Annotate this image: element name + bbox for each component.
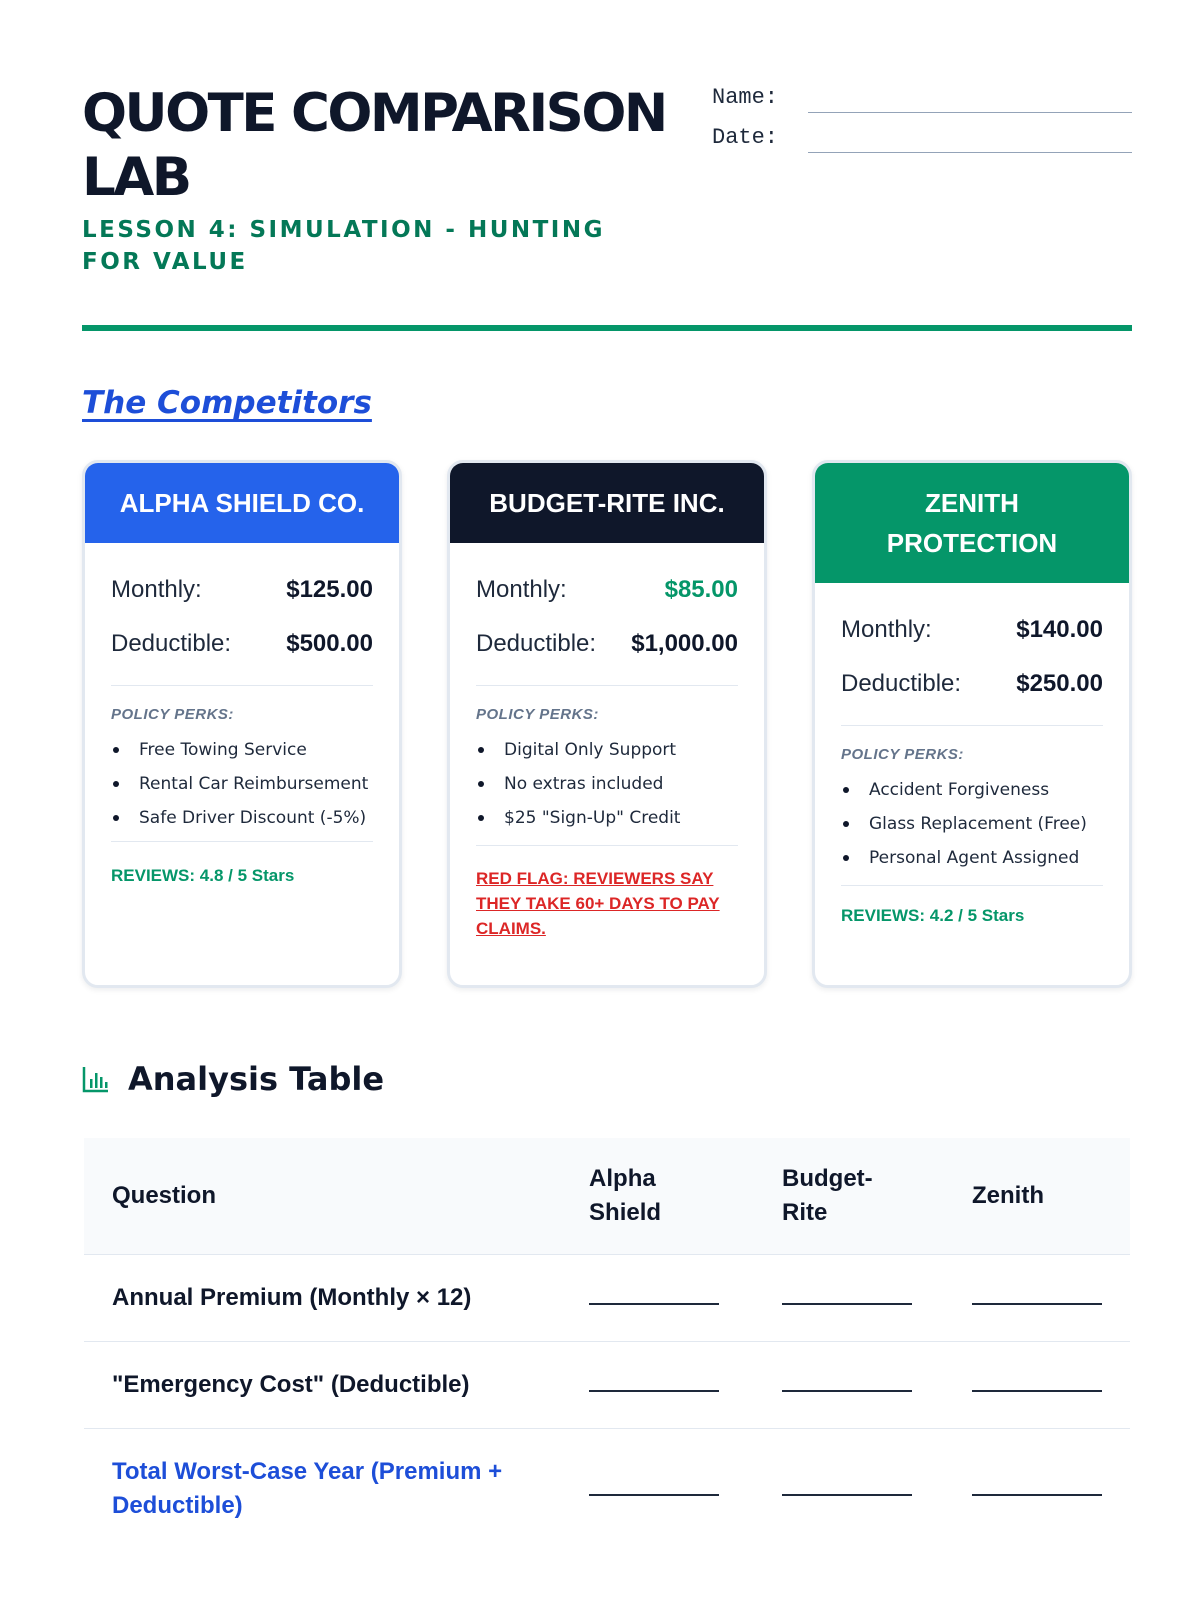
competitors-heading: The Competitors (82, 385, 372, 421)
deductible-row (841, 657, 1103, 711)
answer-blank[interactable] (782, 1482, 912, 1496)
header-divider (82, 325, 1132, 331)
name-field[interactable] (712, 82, 1132, 122)
monthly-row (841, 603, 1103, 657)
answer-blank[interactable] (589, 1378, 719, 1392)
answer-blank[interactable] (972, 1291, 1102, 1305)
card-zenith (812, 460, 1132, 988)
page-subtitle: LESSON 4: SIMULATION - HUNTING FOR VALUE (82, 217, 605, 275)
date-label: Date: (712, 125, 779, 150)
bullet-icon (113, 815, 119, 821)
card-divider (476, 845, 738, 846)
card-divider (111, 685, 373, 686)
answer-cell[interactable] (754, 1255, 944, 1342)
list-item: Free Towing Service (111, 737, 373, 763)
monthly-label: Monthly: (476, 576, 567, 603)
list-item: Rental Car Reimbursement (111, 771, 373, 797)
table-row (84, 1255, 1130, 1342)
answer-cell[interactable] (561, 1255, 754, 1342)
deductible-row (111, 617, 373, 671)
list-item: $25 "Sign-Up" Credit (476, 805, 738, 831)
answer-cell[interactable] (561, 1429, 754, 1550)
perks-label: POLICY PERKS: (111, 706, 234, 723)
card-title: BUDGET-RITE INC. (450, 463, 764, 543)
answer-cell[interactable] (944, 1255, 1130, 1342)
question-cell: Total Worst-Case Year (Premium + Deductible) (84, 1429, 561, 1550)
analysis-table (84, 1138, 1130, 1549)
bullet-icon (478, 815, 484, 821)
bullet-icon (843, 855, 849, 861)
card-title: ALPHA SHIELD CO. (85, 463, 399, 543)
answer-cell[interactable] (754, 1342, 944, 1429)
monthly-value: $140.00 (1016, 616, 1103, 643)
deductible-label: Deductible: (841, 670, 962, 697)
bar-chart-icon (82, 1065, 110, 1093)
perks-list (841, 777, 1103, 871)
worksheet-header (82, 82, 1132, 332)
answer-blank[interactable] (589, 1291, 719, 1305)
answer-blank[interactable] (972, 1482, 1102, 1496)
answer-cell[interactable] (754, 1429, 944, 1550)
reviews-text: REVIEWS: 4.8 / 5 Stars (111, 866, 295, 885)
column-header: Zenith (944, 1138, 1130, 1255)
bullet-icon (843, 787, 849, 793)
answer-blank[interactable] (589, 1482, 719, 1496)
deductible-value: $1,000.00 (631, 630, 738, 657)
list-item: Digital Only Support (476, 737, 738, 763)
monthly-row (111, 563, 373, 617)
perks-list (476, 737, 738, 831)
answer-blank[interactable] (782, 1378, 912, 1392)
analysis-heading-row (82, 1060, 384, 1098)
card-alpha-shield (82, 460, 402, 988)
perks-label: POLICY PERKS: (841, 746, 964, 763)
list-item: Accident Forgiveness (841, 777, 1103, 803)
answer-cell[interactable] (944, 1342, 1130, 1429)
answer-cell[interactable] (561, 1342, 754, 1429)
column-header: Question (84, 1138, 561, 1255)
date-line[interactable] (808, 152, 1132, 153)
bullet-icon (843, 821, 849, 827)
page-title: QUOTE COMPARISON LAB (82, 83, 666, 208)
deductible-value: $500.00 (286, 630, 373, 657)
answer-blank[interactable] (782, 1291, 912, 1305)
column-header: Budget-Rite (754, 1138, 944, 1255)
bullet-icon (478, 747, 484, 753)
question-cell: "Emergency Cost" (Deductible) (84, 1342, 561, 1429)
answer-blank[interactable] (972, 1378, 1102, 1392)
question-cell: Annual Premium (Monthly × 12) (84, 1255, 561, 1342)
list-item: Safe Driver Discount (-5%) (111, 805, 373, 831)
answer-cell[interactable] (944, 1429, 1130, 1550)
monthly-value: $125.00 (286, 576, 373, 603)
bullet-icon (113, 781, 119, 787)
name-line[interactable] (808, 112, 1132, 113)
table-row (84, 1429, 1130, 1550)
monthly-label: Monthly: (111, 576, 202, 603)
deductible-value: $250.00 (1016, 670, 1103, 697)
bullet-icon (113, 747, 119, 753)
card-divider (841, 725, 1103, 726)
monthly-label: Monthly: (841, 616, 932, 643)
deductible-label: Deductible: (476, 630, 597, 657)
reviews-text: REVIEWS: 4.2 / 5 Stars (841, 906, 1025, 925)
list-item: Glass Replacement (Free) (841, 811, 1103, 837)
name-label: Name: (712, 85, 779, 110)
perks-list (111, 737, 373, 831)
analysis-heading: Analysis Table (128, 1060, 385, 1098)
deductible-row (476, 617, 738, 671)
list-item: No extras included (476, 771, 738, 797)
card-title: ZENITH PROTECTION (815, 463, 1129, 583)
date-field[interactable] (712, 122, 1132, 162)
student-fields (712, 82, 1132, 162)
list-item: Personal Agent Assigned (841, 845, 1103, 871)
card-divider (841, 885, 1103, 886)
bullet-icon (478, 781, 484, 787)
monthly-value: $85.00 (664, 576, 738, 603)
perks-label: POLICY PERKS: (476, 706, 599, 723)
table-row (84, 1342, 1130, 1429)
deductible-label: Deductible: (111, 630, 232, 657)
red-flag-warning: RED FLAG: REVIEWERS SAY THEY TAKE 60+ DAYS TO PAY CLAIMS. (476, 869, 720, 938)
card-divider (476, 685, 738, 686)
monthly-row (476, 563, 738, 617)
card-divider (111, 841, 373, 842)
column-header: Alpha Shield (561, 1138, 754, 1255)
card-budget-rite (447, 460, 767, 988)
table-header-row (84, 1138, 1130, 1255)
